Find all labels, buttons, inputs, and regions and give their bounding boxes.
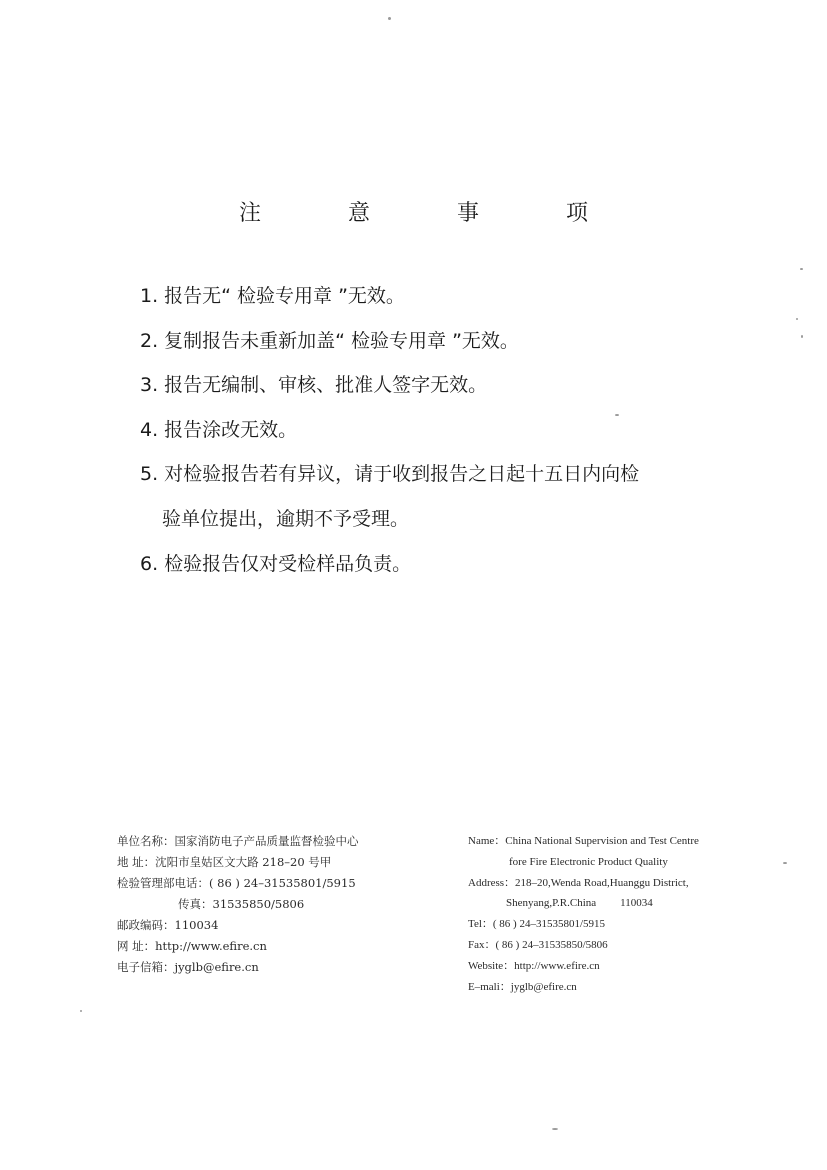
notice-text: 6. 检验报告仅对受检样品负责。 <box>140 552 412 575</box>
notice-list <box>140 274 720 586</box>
scan-speck <box>783 862 787 864</box>
footer-contact-english <box>468 831 788 997</box>
address-cn: 地 址：沈阳市皇姑区文大路 218–20 号甲 <box>117 855 332 869</box>
address-en: Address：218–20,Wenda Road,Huanggu District, <box>468 876 689 889</box>
notice-item-5 <box>140 452 720 541</box>
notice-text: 4. 报告涂改无效。 <box>140 418 298 441</box>
scan-speck <box>796 318 798 320</box>
notice-text: 3. 报告无编制、审核、批准人签字无效。 <box>140 374 488 397</box>
notice-item-2 <box>140 319 720 364</box>
tel-en: Tel：( 86 ) 24–31535801/5915 <box>468 918 606 931</box>
address-en-continuation <box>468 893 788 914</box>
name-en-continuation: fore Fire Electronic Product Quality <box>509 855 668 868</box>
name-en: Name：China National Supervision and Test Centre <box>468 835 699 847</box>
footer-contact-chinese <box>117 831 437 978</box>
unit-name: 单位名称：国家消防电子产品质量监督检验中心 <box>117 834 359 848</box>
scan-speck <box>801 335 803 338</box>
notice-item-4 <box>140 408 720 453</box>
scan-speck <box>80 1010 82 1012</box>
notice-item-6 <box>140 542 720 587</box>
notice-item-3 <box>140 363 720 408</box>
fax-cn: 传真：31535850/5806 <box>178 897 305 911</box>
scan-speck <box>388 17 391 20</box>
fax-en: Fax：( 86 ) 24–31535850/5806 <box>468 938 608 951</box>
notice-item-1 <box>140 274 720 319</box>
email-cn: 电子信箱：jyglb@efire.cn <box>117 960 259 974</box>
page-title: 注 意 事 项 <box>239 201 628 226</box>
notice-text-continuation: 验单位提出，逾期不予受理。 <box>162 507 410 530</box>
postcode-cn: 邮政编码：110034 <box>117 918 219 932</box>
notice-text: 1. 报告无“ 检验专用章 ”无效。 <box>140 285 405 307</box>
website-cn: 网 址：http://www.efire.cn <box>117 939 267 953</box>
notice-text: 5. 对检验报告若有异议，请于收到报告之日起十五日内向检 <box>140 463 640 486</box>
scan-speck <box>800 268 803 270</box>
email-en: E–mali：jyglb@efire.cn <box>468 980 577 993</box>
address-city: Shenyang,P.R.China <box>506 897 597 910</box>
scan-speck <box>552 1128 558 1130</box>
notice-text: 2. 复制报告未重新加盖“ 检验专用章 ”无效。 <box>140 329 519 352</box>
zip-code: 110034 <box>620 897 653 910</box>
website-en: Website：http://www.efire.cn <box>468 959 600 972</box>
scan-speck <box>615 414 619 416</box>
phone-cn: 检验管理部电话：( 86 ) 24–31535801/5915 <box>117 876 356 890</box>
